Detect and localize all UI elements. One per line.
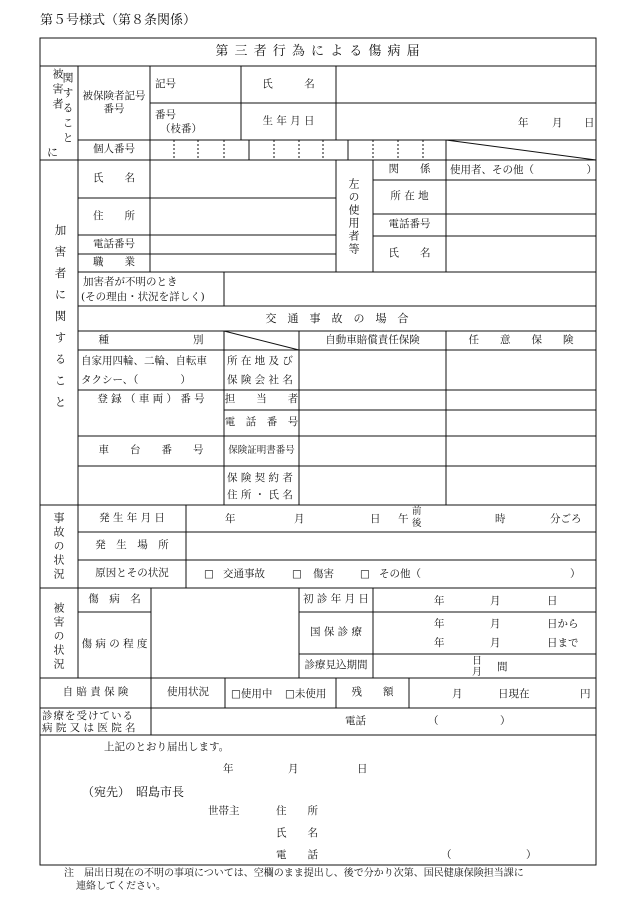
hospital-label-line1: 診療を受けている — [42, 710, 134, 722]
insured-birth-day: 日 — [584, 117, 595, 129]
expected-period-day: 日 — [472, 656, 482, 667]
hospital-label-line2: 病 院 又 は 医 院 名 — [42, 722, 136, 734]
option-traffic-accident: 交通事故 — [223, 568, 265, 580]
employer-name-label: 氏 名 — [388, 247, 431, 260]
offender-job-label: 職 業 — [93, 256, 135, 269]
kokuho-from-month: 月 — [490, 618, 501, 630]
traffic-accident-title: 交 通 事 故 の 場 合 — [265, 311, 409, 325]
submission-statement: 上記のとおり届出します。 — [104, 741, 230, 753]
certificate-number-label: 保険証明書番号 — [228, 445, 295, 457]
taxi-option: タクシー、（ ） — [81, 374, 191, 386]
jibaiseki-label: 自動車賠償責任保険 — [325, 333, 420, 346]
relation-label: 関 係 — [388, 163, 431, 176]
accident-section-label: 事故の状況 — [52, 512, 65, 582]
my-number-label: 個人番号 — [93, 143, 135, 156]
disease-name-label: 傷 病 名 — [88, 593, 141, 606]
jibai-yen: 円 — [580, 688, 591, 700]
vehicle-kind-label: 種 別 — [98, 333, 204, 346]
employer-label: 左の使用者等 — [347, 178, 360, 256]
accident-year: 年 — [225, 513, 236, 525]
hospital-phone-paren-open: （ — [428, 715, 439, 727]
kokuho-to-month: 月 — [490, 637, 501, 649]
disease-degree-label: 傷 病 の 程 度 — [81, 638, 148, 651]
householder-label: 世帯主 — [208, 805, 240, 817]
jibai-status-label: 使用状況 — [167, 686, 209, 699]
kokuho-treatment-label: 国 保 診 療 — [309, 626, 362, 639]
jibai-remain-label: 残 額 — [351, 686, 394, 699]
option-injury: 傷害 — [313, 568, 334, 580]
kokuho-from-year: 年 — [434, 618, 445, 630]
registration-number-label: 登 録 （ 車 両 ） 番 号 — [97, 393, 205, 406]
employer-phone-label: 電話番号 — [388, 218, 431, 231]
hospital-phone-label: 電話 — [345, 715, 366, 727]
accident-place-label: 発 生 場 所 — [95, 539, 169, 552]
form-code: 第５号様式（第８条関係） — [40, 13, 197, 28]
accident-date-label: 発 生 年 月 日 — [99, 511, 165, 524]
accident-pm: 後 — [412, 518, 422, 529]
accident-cause-label: 原因とその状況 — [95, 567, 169, 580]
insurer-company-label: 保 険 会 社 名 — [227, 374, 293, 386]
submission-year: 年 — [223, 763, 234, 775]
submission-month: 月 — [288, 763, 299, 775]
checkbox-injury[interactable]: □ — [292, 568, 302, 580]
jibai-month: 月 — [452, 688, 463, 700]
jibai-insurance-label: 自 賠 責 保 険 — [62, 686, 129, 699]
jibai-in-use-option[interactable]: □使用中 — [231, 688, 273, 700]
first-visit-year: 年 — [434, 595, 445, 607]
kokuho-to-year: 年 — [434, 637, 445, 649]
accident-hour: 時 — [495, 513, 506, 525]
insured-birth-label: 生 年 月 日 — [262, 114, 315, 127]
edaban-label: （枝番） — [160, 123, 202, 135]
householder-phone-paren-close: ） — [526, 849, 537, 861]
damage-section-label: 被害の状況 — [52, 602, 65, 672]
accident-ampm-prefix: 午 — [398, 513, 409, 525]
accident-day: 日 — [370, 513, 381, 525]
kigo-label: 記号 — [155, 78, 176, 90]
householder-phone-label: 電 話 — [276, 849, 318, 861]
hospital-phone-paren-close: ） — [500, 715, 511, 727]
first-visit-label: 初 診 年 月 日 — [303, 593, 369, 606]
insured-birth-year: 年 — [518, 117, 529, 129]
householder-phone-paren-open: （ — [441, 849, 452, 861]
policy-holder-label: 保 険 契 約 者 — [227, 472, 293, 484]
first-visit-month: 月 — [490, 595, 501, 607]
note-line1: 注 届出日現在の不明の事項については、空欄のまま提出し、後で分かり次第、国民健康保険担当課に — [64, 868, 524, 879]
accident-month: 月 — [294, 513, 305, 525]
offender-phone-label: 電話番号 — [93, 237, 135, 250]
expected-period-month: 月 — [472, 667, 482, 678]
optional-insurance-label: 任 意 保 険 — [468, 333, 574, 346]
insurer-location-label: 所 在 地 及 び — [227, 355, 293, 367]
accident-minute: 分ごろ — [550, 513, 582, 525]
offender-address-label: 住 所 — [93, 209, 135, 222]
jibai-as-of: 日現在 — [498, 688, 530, 700]
note-line2: 連絡してください。 — [76, 881, 166, 892]
householder-address-label: 住 所 — [276, 805, 318, 817]
insured-section-label-b: 関すること — [61, 72, 74, 147]
addressee: （宛先） 昭島市長 — [82, 785, 185, 799]
form-title: 第 三 者 行 為 に よ る 傷 病 届 — [215, 43, 421, 59]
expected-period-kan: 間 — [497, 661, 508, 673]
vehicle-kind-options: 自家用四輪、二輪、自転車 — [81, 355, 207, 367]
submission-day: 日 — [357, 763, 368, 775]
insured-section-label-a: 被害者 — [51, 68, 64, 113]
insured-number-label: 被保険者記号番号 — [82, 89, 146, 115]
expected-period-label: 診療見込期間 — [304, 659, 368, 672]
kokuho-from-day: 日から — [547, 618, 579, 630]
insurer-phone-label: 電 話 番 号 — [224, 416, 299, 429]
offender-name-label: 氏 名 — [93, 172, 135, 185]
insured-section-label-c: に — [47, 146, 58, 159]
first-visit-day: 日 — [547, 595, 558, 607]
accident-am: 前 — [412, 506, 422, 517]
checkbox-other[interactable]: □ — [360, 568, 370, 580]
insured-name-label: 氏 名 — [262, 77, 315, 90]
policy-holder-address-label: 住 所 ・ 氏 名 — [227, 489, 293, 501]
insured-birth-month: 月 — [552, 117, 563, 129]
householder-name-label: 氏 名 — [276, 827, 318, 839]
kokuho-to-day: 日まで — [547, 637, 579, 649]
offender-section-label: 加害者に関すること — [53, 224, 68, 418]
unknown-offender-reason: (その理由・状況を詳しく) — [81, 291, 205, 303]
checkbox-traffic[interactable]: □ — [204, 568, 214, 580]
option-other: その他（ — [379, 568, 421, 580]
jibai-unused-option[interactable]: □未使用 — [285, 688, 327, 700]
bango-label: 番号 — [155, 109, 176, 121]
option-other-close: ） — [570, 568, 581, 580]
insurer-staff-label: 担 当 者 — [224, 393, 299, 406]
unknown-offender-label: 加害者が不明のとき — [83, 276, 178, 288]
chassis-number-label: 車 台 番 号 — [98, 444, 204, 457]
employer-location-label: 所 在 地 — [390, 190, 429, 203]
relation-value: 使用者、その他（ ） — [450, 164, 597, 176]
